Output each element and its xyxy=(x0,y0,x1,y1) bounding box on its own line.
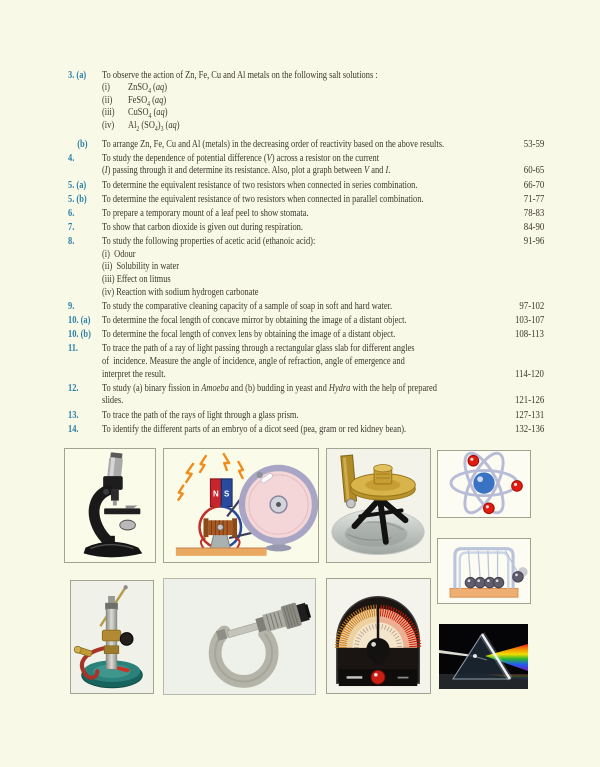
item-text: To determine the focal length of convex lens by obtaining the image of a distant object. xyxy=(102,329,396,341)
toc-row xyxy=(68,165,544,178)
toc-row xyxy=(68,222,544,235)
atom-icon xyxy=(438,451,530,517)
item-text: To trace the path of a ray of light passing through a rectangular glass slab for different angles xyxy=(102,343,415,355)
toc-row xyxy=(68,315,544,328)
item-text: To observe the action of Zn, Fe, Cu and Al metals on the following salt solutions : xyxy=(102,69,378,81)
item-number: 5. (b) xyxy=(68,193,87,205)
toc-row xyxy=(68,410,544,423)
toc-row xyxy=(68,287,544,300)
item-number: 4. xyxy=(68,152,75,164)
toc-row xyxy=(68,153,544,166)
toc-row xyxy=(68,329,544,342)
item-text: To study the comparative cleaning capacity of a sample of soap in soft and hard water. xyxy=(102,300,393,312)
item-pages: 132-136 xyxy=(514,423,544,435)
item-pages: 121-126 xyxy=(514,395,544,407)
item-sublabel: (i) xyxy=(102,82,110,94)
item-text: To determine the equivalent resistance of two resistors when connected in parallel combination. xyxy=(102,193,424,205)
toc-row xyxy=(68,261,544,274)
figure-micrometer-screw-gauge xyxy=(163,578,316,695)
item-number: 12. xyxy=(68,382,79,394)
figure-bunsen-burner xyxy=(70,580,154,694)
item-text: (iii) Effect on litmus xyxy=(102,274,171,286)
item-pages: 53-59 xyxy=(523,138,544,150)
item-number: 8. xyxy=(68,236,75,248)
toc-row xyxy=(68,120,544,133)
item-text: To study the dependence of potential difference (V) across a resistor on the current xyxy=(102,152,380,164)
micrometer-icon xyxy=(164,579,315,694)
item-pages: 127-131 xyxy=(514,409,544,421)
item-text: To show that carbon dioxide is given out during respiration. xyxy=(102,222,303,234)
item-text: $Al_2$ $(SO_4)_3$ (aq) xyxy=(128,119,180,133)
item-text: To trace the path of the rays of light through a glass prism. xyxy=(102,409,299,421)
item-pages: 78-83 xyxy=(523,207,544,219)
item-text: (I) passing through it and determine its resistance. Also, plot a graph between V and I. xyxy=(102,165,391,177)
item-text: To study the following properties of acetic acid (ethanoic acid): xyxy=(102,236,316,248)
item-pages: 60-65 xyxy=(523,165,544,177)
item-number: 10. (a) xyxy=(68,315,91,327)
item-number: 11. xyxy=(68,343,79,355)
item-text: CuSO$_4$ (aq) xyxy=(128,107,168,121)
microscope-icon xyxy=(65,449,155,562)
toc-row xyxy=(68,107,544,120)
item-number: 9. xyxy=(68,300,75,312)
item-text: of incidence. Measure the angle of incidence, angle of refraction, angle of emergence and xyxy=(102,356,405,367)
bunsen-burner-icon xyxy=(71,581,153,693)
toc-row xyxy=(68,343,544,356)
toc-row xyxy=(68,383,544,396)
item-text: slides. xyxy=(102,395,124,407)
item-text: To arrange Zn, Fe, Cu and Al (metals) in the decreasing order of reactivity based on the above results. xyxy=(102,138,445,150)
item-number: (b) xyxy=(77,138,88,150)
item-number: 14. xyxy=(68,423,79,435)
figure-brass-gyroscope xyxy=(326,448,431,563)
toc-row xyxy=(68,369,544,382)
toc-row xyxy=(68,301,544,314)
toc-row xyxy=(68,82,544,95)
item-text: interpret the result. xyxy=(102,368,166,380)
magnet-south-label: S xyxy=(224,489,230,499)
figure-atom-model xyxy=(437,450,531,518)
item-number: 13. xyxy=(68,409,79,421)
item-pages: 84-90 xyxy=(523,222,544,234)
item-pages: 91-96 xyxy=(523,236,544,248)
item-pages: 103-107 xyxy=(514,315,544,327)
item-pages: 66-70 xyxy=(523,179,544,191)
figure-newtons-cradle xyxy=(437,538,531,604)
magnet-north-label: N xyxy=(212,489,219,499)
toc-row xyxy=(68,180,544,193)
red-button-icon xyxy=(371,670,385,684)
item-number: 3. (a) xyxy=(68,69,87,81)
item-number: 10. (b) xyxy=(68,329,91,341)
item-text: (ii) Solubility in water xyxy=(102,261,179,273)
gas-valve-icon xyxy=(73,645,92,657)
toc-row xyxy=(68,139,544,152)
item-sublabel: (ii) xyxy=(102,94,113,106)
item-sublabel: (iii) xyxy=(102,107,115,119)
item-number: 7. xyxy=(68,222,75,234)
item-pages: 71-77 xyxy=(523,193,544,205)
item-text: To study (a) binary fission in Amoeba and (b) budding in yeast and Hydra with the help of prepared xyxy=(102,382,437,394)
toc-row xyxy=(68,194,544,207)
toc-row xyxy=(68,249,544,262)
item-text: To determine the equivalent resistance of two resistors when connected in series combination. xyxy=(102,179,418,191)
figure-prism-dispersion xyxy=(439,624,528,689)
item-text: (i) Odour xyxy=(102,248,136,260)
prism-icon xyxy=(439,624,528,689)
item-text: To determine the focal length of concave mirror by obtaining the image of a distant object. xyxy=(102,315,407,327)
nucleus-icon xyxy=(473,472,494,493)
brass-gyroscope-icon xyxy=(327,449,430,562)
galvanometer-icon xyxy=(327,579,430,693)
toc-row xyxy=(68,70,544,83)
toc-row xyxy=(68,424,544,437)
item-text: FeSO$_4$ (aq) xyxy=(128,94,167,108)
item-text: To prepare a temporary mount of a leaf peel to show stomata. xyxy=(102,207,309,219)
electric-generator-icon xyxy=(164,449,318,562)
item-pages: 108-113 xyxy=(514,329,544,341)
newtons-cradle-icon xyxy=(438,539,530,603)
item-text: To identify the different parts of an embryo of a dicot seed (pea, gram or red kidney bean). xyxy=(102,423,407,435)
toc-row xyxy=(68,95,544,108)
figure-compound-microscope xyxy=(64,448,156,563)
item-pages: 114-120 xyxy=(514,368,544,380)
toc-row xyxy=(68,356,544,369)
item-text: (iv) Reaction with sodium hydrogen carbonate xyxy=(102,286,259,298)
toc-row xyxy=(68,274,544,287)
item-pages: 97-102 xyxy=(519,300,544,312)
figure-electric-generator xyxy=(163,448,319,563)
item-sublabel: (iv) xyxy=(102,119,115,131)
figure-galvanometer xyxy=(326,578,431,694)
toc-row xyxy=(68,395,544,408)
item-number: 5. (a) xyxy=(68,179,87,191)
toc-list xyxy=(68,68,544,436)
cradle-balls-icon xyxy=(465,567,527,588)
item-number: 6. xyxy=(68,207,75,219)
item-text: ZnSO$_4$ (aq) xyxy=(128,82,168,96)
toc-row xyxy=(68,208,544,221)
toc-row xyxy=(68,236,544,249)
